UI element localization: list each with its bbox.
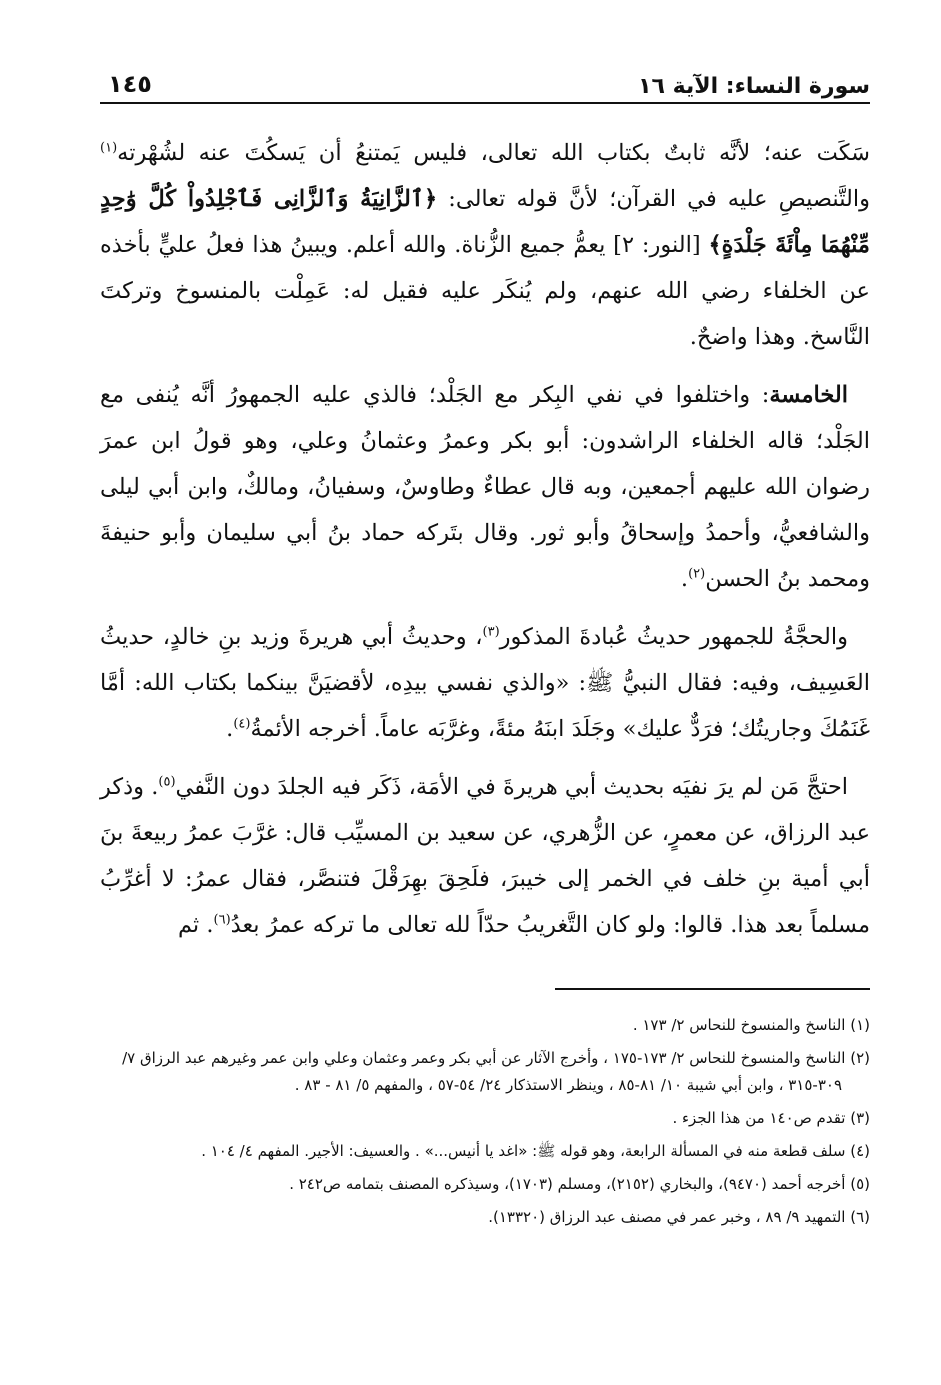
quran-verse: ﴿ٱلزَّانِيَةُ وَٱلزَّانِى فَٱجْلِدُواْ كُلَّ وَٰحِدٍ مِّنْهُمَا مِاْئَةَ جَلْدَةٍ﴾ (100, 186, 870, 258)
footnote: (٦) التمهيد ٩/ ٨٩ ، وخبر عمر في مصنف عبد الرزاق (١٣٣٢٠). (488, 1208, 870, 1226)
text-run: والتَّنصيصِ عليه في القرآن؛ لأنَّ قوله تعالى: (437, 186, 870, 212)
header-divider (100, 102, 870, 104)
footnote: (٥) أخرجه أحمد (٩٤٧٠)، والبخاري (٢١٥٢)، ومسلم (١٧٠٣)، وسيذكره المصنف بتمامه ص٢٤٢ . (289, 1175, 870, 1193)
footnote-divider (555, 988, 870, 990)
page-number: ١٤٥ (108, 70, 152, 98)
paragraph (100, 372, 870, 602)
text-run: : واختلفوا في نفي البِكر مع الجَلْد؛ فالذي عليه الجمهورُ أنَّه يُنفى مع الجَلْد؛ قاله الخلفاء الراشدون: أبو بكر وعمرُ وعثمانُ وعلي، وهو قولُ ابن عمرَ رضوان الله عليهم أجمعين، وبه قال عطاءٌ وطاوسٌ، وسفيانُ، ومالكٌ، وابن أبي ليلى والشافعيُّ، وأحمدُ وإسحاقُ وأبو ثور. وقال بتَركه حماد بنُ أبي سليمان وأبو حنيفةَ ومحمد بنُ الحسن (100, 382, 870, 592)
text-run: . (680, 566, 689, 592)
footnotes-section (100, 1012, 870, 1237)
page-header (100, 68, 870, 102)
footnote: (٣) تقدم ص١٤٠ من هذا الجزء . (672, 1109, 870, 1127)
text-run: سَكَت عنه؛ لأنَّه ثابتٌ بكتاب الله تعالى، فليس يَمتنعُ أن يَسكُتَ عنه لشُهْرته (117, 140, 870, 166)
footnote-marker: (٣) (482, 624, 500, 640)
footnote: (١) الناسخ والمنسوخ للنحاس ٢/ ١٧٣ . (632, 1016, 870, 1034)
footnote: (٢) الناسخ والمنسوخ للنحاس ٢/ ١٧٣-١٧٥ ، وأخرج الآثار عن أبي بكر وعمر وعثمان وعلي وابن عمر وغيرهم عبد الرزاق ٧/ ٣٠٩-٣١٥ ، وابن أبي شيبة ١٠/ ٨١-٨٥ ، وينظر الاستذكار ٢٤/ ٥٤-٥٧ ، والمفهم ٥/ ٨١ - ٨٣ . (122, 1049, 870, 1094)
footnote-marker: (٤) (233, 716, 251, 732)
text-run: . ثم (177, 912, 214, 938)
paragraph (100, 614, 870, 752)
text-run: [النور: ٢] يعمُّ جميع الزُّناة. والله أعلم. ويبينُ هذا فعلُ عليٍّ بأخذه عن الخلفاء رضي الله عنهم، ولم يُنكَر عليه فقيل له: عَمِلْت بالمنسوخ وتركتَ النَّاسخ. وهذا واضحٌ. (100, 232, 870, 350)
footnote-marker: (١) (100, 140, 118, 156)
text-run: . (226, 716, 234, 742)
section-keyword: الخامسة (769, 382, 848, 408)
main-text (100, 130, 870, 948)
text-run: والحجَّةُ للجمهور حديثُ عُبادةَ المذكور (499, 624, 848, 650)
footnote: (٤) سلف قطعة منه في المسألة الرابعة، وهو قوله ﷺ: «اغد يا أنيس...» . والعسيف: الأجير. المفهم ٤/ ١٠٤ . (201, 1142, 870, 1160)
footnote-marker: (٦) (213, 912, 231, 928)
footnote-marker: (٢) (688, 566, 706, 582)
footnote-marker: (٥) (158, 774, 176, 790)
paragraph (100, 764, 870, 948)
running-title: سورة النساء: الآية ١٦ (638, 74, 870, 99)
text-run: احتجَّ مَن لم يرَ نفيَه بحديث أبي هريرةَ في الأمَة، ذَكَر فيه الجلدَ دون النَّفي (175, 774, 848, 800)
text-run: . وذكر عبد الرزاق، عن معمرٍ، عن الزُّهري، عن سعيد بن المسيِّب قال: غرَّبَ عمرُ ربيعةَ بنَ أبي أمية بنِ خلف في الخمر إلى خيبرَ، فلَحِقَ بهِرَقْلَ فتنصَّر، فقال عمرُ: لا أغرِّبُ مسلماً بعد هذا. قالوا: ولو كان التَّغريبُ حدّاً لله تعالى ما تركه عمرُ بعدُ (100, 774, 870, 938)
text-run: ، وحديثُ أبي هريرةَ وزيد بنِ خالدٍ، حديثُ العَسِيف، وفيه: فقال النبيُّ ﷺ: «والذي نفسي بيدِه، لأقضيَنَّ بينكما بكتاب الله: أمَّا غَنَمُكَ وجاريتُك؛ فرَدٌّ عليك» وجَلَدَ ابنَهُ مئةً، وغرَّبَه عاماً. أخرجه الأئمةُ (100, 624, 870, 742)
paragraph (100, 130, 870, 360)
